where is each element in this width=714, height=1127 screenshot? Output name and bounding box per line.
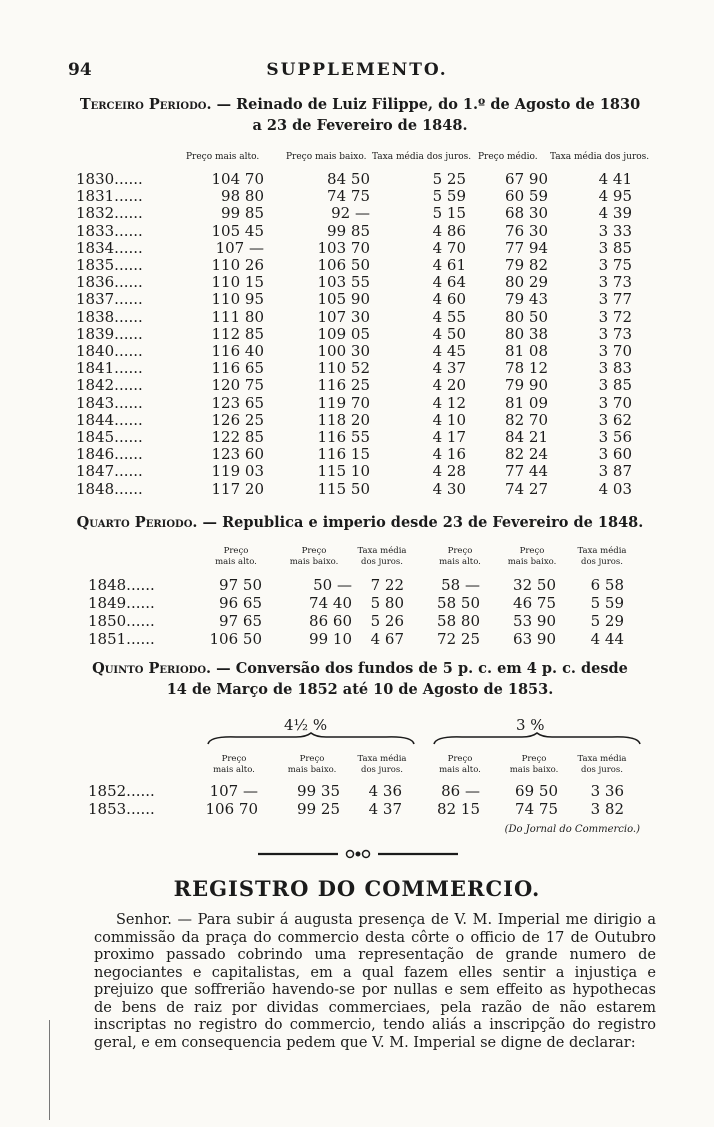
row-year: 1836......	[76, 273, 143, 292]
column-header: Taxa média dos juros.	[372, 152, 472, 162]
row-year: 1852......	[88, 782, 155, 800]
row-year: 1843......	[76, 393, 143, 412]
column-header: Taxa média dos juros.	[577, 546, 627, 567]
table-cell: 119 70	[317, 393, 370, 412]
column-header: Preço mais alto.	[439, 754, 481, 775]
table-cell: 7 22	[370, 576, 404, 594]
table-cell: 5 26	[370, 612, 404, 630]
table-cell: 3 77	[598, 290, 632, 309]
row-year: 1851......	[88, 630, 155, 648]
table-cell: 69 50	[515, 782, 558, 800]
table-row	[0, 170, 714, 187]
table-cell: 116 65	[211, 359, 264, 378]
brace-left-icon	[206, 732, 416, 746]
table-cell: 116 55	[317, 428, 370, 446]
row-year: 1848......	[76, 479, 143, 498]
table-cell: 74 40	[309, 594, 352, 612]
table-cell: 5 29	[590, 612, 624, 630]
table-cell: 3 75	[598, 256, 632, 274]
table-cell: 4 03	[598, 479, 632, 498]
table-cell: 4 10	[432, 410, 466, 429]
table-cell: 105 45	[211, 221, 264, 240]
column-header: Preço mais alto.	[439, 546, 481, 567]
table-cell: 4 30	[432, 479, 466, 498]
table-row	[0, 800, 714, 818]
table-cell: 96 65	[219, 594, 262, 612]
table-row	[0, 204, 714, 221]
table-cell: 77 44	[505, 462, 548, 481]
table-cell: 80 38	[505, 324, 548, 343]
table-cell: 3 62	[598, 410, 632, 429]
table-cell: 4 12	[432, 393, 466, 412]
row-year: 1838......	[76, 307, 143, 326]
table-cell: 104 70	[211, 170, 264, 188]
column-header: Taxa média dos juros.	[577, 754, 627, 775]
table-cell: 76 30	[505, 221, 548, 240]
column-header: Taxa média dos juros.	[357, 546, 407, 567]
row-year: 1844......	[76, 410, 143, 429]
column-header: Taxa média dos juros.	[550, 152, 650, 162]
table-cell: 3 87	[598, 462, 632, 481]
table-row	[0, 325, 714, 342]
table-cell: 116 15	[317, 445, 370, 464]
row-year: 1830......	[76, 170, 143, 188]
row-year: 1853......	[88, 800, 155, 818]
table-cell: 4 37	[368, 800, 402, 818]
table-row	[0, 376, 714, 393]
table-cell: 74 75	[327, 187, 370, 206]
section3-title-line2: a 23 de Fevereiro de 1848.	[252, 117, 468, 134]
table-cell: 116 40	[211, 342, 264, 360]
row-year: 1832......	[76, 204, 143, 223]
table-cell: 97 65	[219, 612, 262, 630]
table-row	[0, 308, 714, 325]
table-cell: 72 25	[437, 630, 480, 648]
table-cell: 78 12	[505, 359, 548, 378]
table-row	[0, 428, 714, 445]
table-cell: 98 80	[221, 187, 264, 206]
table-row	[0, 290, 714, 307]
table-cell: 123 60	[211, 445, 264, 464]
section4-lead: Quarto Periodo.	[76, 514, 198, 531]
registro-body: Senhor. — Para subir á augusta presença de V. M. Imperial me dirigio a commissão da praça do commercio desta côrte o officio de 17 de Outubro proximo passado cobrindo uma representação de grande numero de negociantes e capitalistas, em a qual fazem elles sentir a injustiça e prejuizo que soffrerião havendo-se por nullas e sem effeito as hypothecas de bens de raiz por dividas commerciaes, pela razão de não estarem inscriptas no registro do commercio, tendo aliás a inscripção do registro geral, e em consequencia pedem que V. M. Imperial se digne de declarar:	[94, 912, 656, 1051]
table-cell: 118 20	[317, 410, 370, 429]
table-cell: 3 73	[598, 273, 632, 292]
table-cell: 4 60	[432, 290, 466, 309]
table-cell: 58 50	[437, 594, 480, 612]
column-header: Preço mais baixo.	[286, 152, 367, 162]
table-cell: 4 61	[432, 256, 466, 274]
table-cell: 99 35	[297, 782, 340, 800]
page-number: 94	[68, 60, 92, 80]
section3-title-line1: — Reinado de Luiz Filippe, do 1.º de Agosto de 1830	[211, 96, 641, 113]
margin-line	[49, 1020, 50, 1120]
table-cell: 103 55	[317, 273, 370, 292]
table-cell: 84 21	[505, 428, 548, 446]
group-label-3-percent: 3 %	[516, 716, 545, 734]
column-header: Preço mais alto.	[186, 152, 260, 162]
ornament-divider-icon	[258, 848, 458, 860]
table-cell: 77 94	[505, 238, 548, 257]
table-cell: 4 28	[432, 462, 466, 481]
table-cell: 110 15	[211, 273, 264, 292]
table-cell: 97 50	[219, 576, 262, 594]
section3-lead: Terceiro Periodo.	[79, 96, 212, 113]
table-cell: 3 85	[598, 376, 632, 395]
table-cell: 63 90	[513, 630, 556, 648]
table-row	[0, 576, 714, 594]
table-cell: 3 60	[598, 445, 632, 464]
table-cell: 3 85	[598, 238, 632, 257]
table-cell: 4 67	[370, 630, 404, 648]
table-cell: 107 —	[209, 782, 258, 800]
table-cell: 110 26	[211, 256, 264, 274]
table-cell: 82 24	[505, 445, 548, 464]
table-cell: 81 09	[505, 393, 548, 412]
table-cell: 4 17	[432, 428, 466, 446]
row-year: 1839......	[76, 324, 143, 343]
row-year: 1840......	[76, 342, 143, 360]
table-cell: 81 08	[505, 342, 548, 360]
table-row	[0, 239, 714, 256]
section5-column-headers	[0, 754, 714, 778]
table-row	[0, 612, 714, 630]
section5-title-line2: 14 de Março de 1852 até 10 de Agosto de 1853.	[166, 681, 554, 698]
column-header: Preço mais alto.	[215, 546, 257, 567]
column-header: Preço mais baixo.	[289, 546, 339, 567]
table-cell: 58 —	[441, 576, 480, 594]
table-cell: 106 70	[205, 800, 258, 818]
table-cell: 3 33	[598, 221, 632, 240]
table-cell: 67 90	[505, 170, 548, 188]
section5-lead: Quinto Periodo.	[92, 660, 212, 677]
table-cell: 60 59	[505, 187, 548, 206]
row-year: 1845......	[76, 428, 143, 446]
table-cell: 4 41	[598, 170, 632, 188]
table-cell: 79 90	[505, 376, 548, 395]
table-cell: 58 80	[437, 612, 480, 630]
table-row	[0, 630, 714, 648]
table-row	[0, 256, 714, 273]
table-cell: 110 52	[317, 359, 370, 378]
table-cell: 86 —	[441, 782, 480, 800]
table-cell: 107 30	[317, 307, 370, 326]
table-cell: 4 16	[432, 445, 466, 464]
table-cell: 106 50	[209, 630, 262, 648]
table-cell: 32 50	[513, 576, 556, 594]
table-cell: 3 56	[598, 428, 632, 446]
table-cell: 80 29	[505, 273, 548, 292]
row-year: 1833......	[76, 221, 143, 240]
column-header: Taxa média dos juros.	[357, 754, 407, 775]
table-cell: 99 10	[309, 630, 352, 648]
table-cell: 100 30	[317, 342, 370, 360]
table-cell: 107 —	[215, 238, 264, 257]
table-cell: 105 90	[317, 290, 370, 309]
table-row	[0, 273, 714, 290]
table-row	[0, 394, 714, 411]
table-cell: 80 50	[505, 307, 548, 326]
table-cell: 106 50	[317, 256, 370, 274]
row-year: 1847......	[76, 462, 143, 481]
section5-title	[70, 658, 650, 700]
table-row	[0, 462, 714, 479]
table-cell: 82 70	[505, 410, 548, 429]
table-cell: 115 10	[317, 462, 370, 481]
source-note: (Do Jornal do Commercio.)	[504, 824, 640, 835]
row-year: 1850......	[88, 612, 155, 630]
table-cell: 3 73	[598, 324, 632, 343]
table-cell: 3 83	[598, 359, 632, 378]
table-cell: 119 03	[211, 462, 264, 481]
table-cell: 4 86	[432, 221, 466, 240]
table-cell: 5 59	[432, 187, 466, 206]
table-cell: 92 —	[331, 204, 370, 223]
table-cell: 4 45	[432, 342, 466, 360]
table-cell: 68 30	[505, 204, 548, 223]
table-cell: 53 90	[513, 612, 556, 630]
table-cell: 4 36	[368, 782, 402, 800]
table-cell: 6 58	[590, 576, 624, 594]
table-cell: 120 75	[211, 376, 264, 395]
brace-right-icon	[432, 732, 642, 746]
column-header: Preço médio.	[478, 152, 538, 162]
table-cell: 122 85	[211, 428, 264, 446]
table-cell: 74 27	[505, 479, 548, 498]
table-cell: 46 75	[513, 594, 556, 612]
table-cell: 126 25	[211, 410, 264, 429]
table-cell: 4 44	[590, 630, 624, 648]
table-cell: 4 39	[598, 204, 632, 223]
row-year: 1831......	[76, 187, 143, 206]
section4-title-line1: — Republica e imperio desde 23 de Fevereiro de 1848.	[197, 514, 644, 531]
row-year: 1834......	[76, 238, 143, 257]
table-cell: 109 05	[317, 324, 370, 343]
table-cell: 117 20	[211, 479, 264, 498]
table-cell: 103 70	[317, 238, 370, 257]
table-cell: 110 95	[211, 290, 264, 309]
row-year: 1842......	[76, 376, 143, 395]
table-row	[0, 445, 714, 462]
table-cell: 4 37	[432, 359, 466, 378]
table-cell: 86 60	[309, 612, 352, 630]
table-cell: 3 70	[598, 342, 632, 360]
column-header: Preço mais alto.	[213, 754, 255, 775]
row-year: 1837......	[76, 290, 143, 309]
table-cell: 5 15	[432, 204, 466, 223]
table-row	[0, 342, 714, 359]
table-cell: 82 15	[437, 800, 480, 818]
table-cell: 3 82	[590, 800, 624, 818]
table-cell: 5 80	[370, 594, 404, 612]
table-cell: 79 82	[505, 256, 548, 274]
table-cell: 79 43	[505, 290, 548, 309]
table-cell: 50 —	[313, 576, 352, 594]
group-label-4-half-percent: 4½ %	[284, 716, 328, 734]
row-year: 1835......	[76, 256, 143, 274]
table-cell: 4 55	[432, 307, 466, 326]
section4-column-headers	[0, 546, 714, 570]
registro-title: REGISTRO DO COMMERCIO.	[173, 876, 541, 901]
table-cell: 3 36	[590, 782, 624, 800]
table-cell: 3 70	[598, 393, 632, 412]
table-cell: 84 50	[327, 170, 370, 188]
row-year: 1848......	[88, 576, 155, 594]
table-cell: 5 25	[432, 170, 466, 188]
section3-title	[70, 94, 650, 136]
column-header: Preço mais baixo.	[507, 546, 557, 567]
section4-title	[70, 512, 650, 533]
table-cell: 99 85	[221, 204, 264, 223]
table-cell: 112 85	[211, 324, 264, 343]
table-cell: 111 80	[211, 307, 264, 326]
section5-title-line1: — Conversão dos fundos de 5 p. c. em 4 p. c. desde	[211, 660, 628, 677]
table-cell: 116 25	[317, 376, 370, 395]
column-header: Preço mais baixo.	[287, 754, 337, 775]
table-cell: 4 70	[432, 238, 466, 257]
table-row	[0, 222, 714, 239]
page-title: SUPPLEMENTO.	[266, 60, 448, 80]
page-header	[0, 60, 714, 84]
table-row	[0, 594, 714, 612]
table-row	[0, 359, 714, 376]
row-year: 1849......	[88, 594, 155, 612]
table-cell: 3 72	[598, 307, 632, 326]
table-row	[0, 187, 714, 204]
table-cell: 99 85	[327, 221, 370, 240]
table-cell: 4 95	[598, 187, 632, 206]
table-cell: 74 75	[515, 800, 558, 818]
table-cell: 99 25	[297, 800, 340, 818]
table-cell: 4 20	[432, 376, 466, 395]
table-row	[0, 480, 714, 497]
table-cell: 4 64	[432, 273, 466, 292]
table-row	[0, 411, 714, 428]
table-cell: 4 50	[432, 324, 466, 343]
table-cell: 115 50	[317, 479, 370, 498]
row-year: 1846......	[76, 445, 143, 464]
table-cell: 123 65	[211, 393, 264, 412]
table-row	[0, 782, 714, 800]
row-year: 1841......	[76, 359, 143, 378]
table-cell: 5 59	[590, 594, 624, 612]
column-header: Preço mais baixo.	[509, 754, 559, 775]
